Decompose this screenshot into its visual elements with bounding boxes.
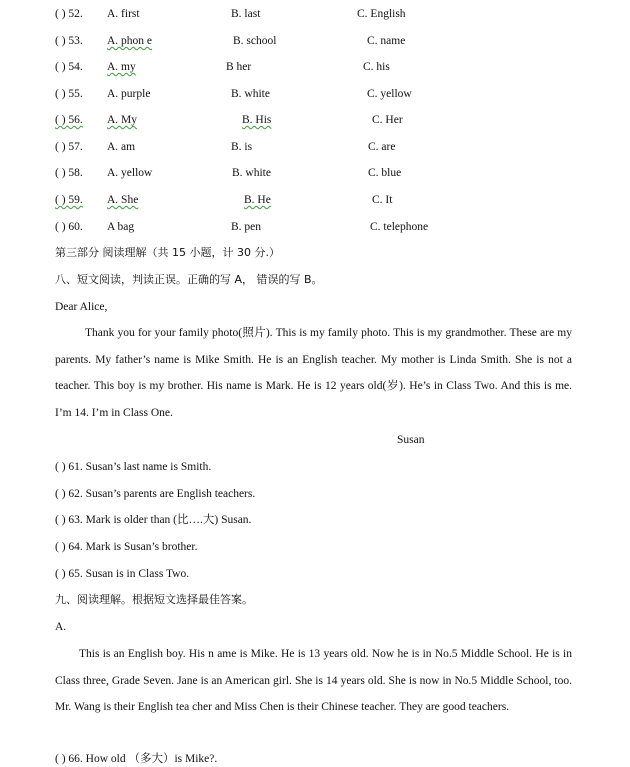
tf-item-65: ( ) 65. Susan is in Class Two.: [55, 568, 190, 580]
option-b: B. His: [242, 114, 272, 126]
question-66: ( ) 66. How old （多大）is Mike?.: [55, 753, 218, 765]
option-c: C. Her: [372, 114, 403, 126]
option-c: C. It: [372, 194, 393, 206]
question-number: ( ) 55.: [55, 88, 83, 100]
option-b: B. pen: [231, 221, 262, 233]
option-b: B. white: [231, 88, 270, 100]
option-b: B. white: [232, 167, 271, 179]
section8-heading: 八、短文阅读，判读正误。正确的写 A， 错误的写 B。: [55, 273, 323, 286]
option-a: A. first: [107, 8, 140, 20]
question-number: ( ) 58.: [55, 167, 83, 179]
option-c: C. name: [367, 35, 406, 47]
tf-item-63: ( ) 63. Mark is older than (比….大) Susan.: [55, 514, 252, 526]
option-c: C. blue: [368, 167, 402, 179]
option-c: C. are: [368, 141, 396, 153]
option-c: C. telephone: [370, 221, 429, 233]
option-a: A. am: [107, 141, 136, 153]
passage-a-body: This is an English boy. His n ame is Mike. He is 13 years old. Now he is in No.5 Middle School. He is in Class three, Grade Seven. Jane is an American girl. She is 14 years old. She is now in No.5 Middle School, too. Mr. Wang is their English tea cher and Miss Chen is their Chinese teacher. They are good teachers.: [55, 648, 572, 713]
option-b: B. last: [231, 8, 261, 20]
letter-body: Thank you for your family photo(照片). This is my family photo. This is my grandmother. These are my parents. My father’s name is Mike Smith. He is an English teacher. My mother is Linda Smith. She is not a teacher. This boy is my brother. His name is Mark. He is 12 years old(岁). He’s in Class Two. And this is me. I’m 14. I’m in Class One.: [55, 327, 572, 419]
question-number: ( ) 59.: [55, 194, 83, 206]
option-a: A. purple: [107, 88, 151, 100]
section9-heading: 九、阅读理解。根据短文选择最佳答案。: [55, 593, 253, 606]
option-a: A. My: [107, 114, 138, 126]
part3-heading: 第三部分 阅读理解（共 15 小题，计 30 分.）: [55, 246, 280, 259]
option-a: A. phon e: [107, 35, 153, 47]
letter-signature: Susan: [397, 434, 425, 446]
question-number: ( ) 60.: [55, 221, 83, 233]
question-number: ( ) 57.: [55, 141, 83, 153]
option-c: C. yellow: [367, 88, 412, 100]
option-a: A. my: [107, 61, 136, 73]
question-number: ( ) 53.: [55, 35, 83, 47]
question-number: ( ) 52.: [55, 8, 83, 20]
tf-item-61: ( ) 61. Susan’s last name is Smith.: [55, 461, 212, 473]
tf-item-62: ( ) 62. Susan’s parents are English teachers.: [55, 488, 256, 500]
option-b: B her: [226, 61, 252, 73]
passage-a-label: A.: [55, 621, 67, 633]
option-b: B. school: [233, 35, 277, 47]
letter-greeting: Dear Alice,: [55, 301, 108, 313]
option-a: A. She: [107, 194, 139, 206]
option-b: B. He: [244, 194, 271, 206]
question-number: ( ) 56.: [55, 114, 83, 126]
option-a: A bag: [107, 221, 135, 233]
option-a: A. yellow: [107, 167, 153, 179]
option-c: C. English: [357, 8, 406, 20]
option-c: C. his: [363, 61, 390, 73]
tf-item-64: ( ) 64. Mark is Susan’s brother.: [55, 541, 198, 553]
question-number: ( ) 54.: [55, 61, 83, 73]
option-b: B. is: [231, 141, 253, 153]
